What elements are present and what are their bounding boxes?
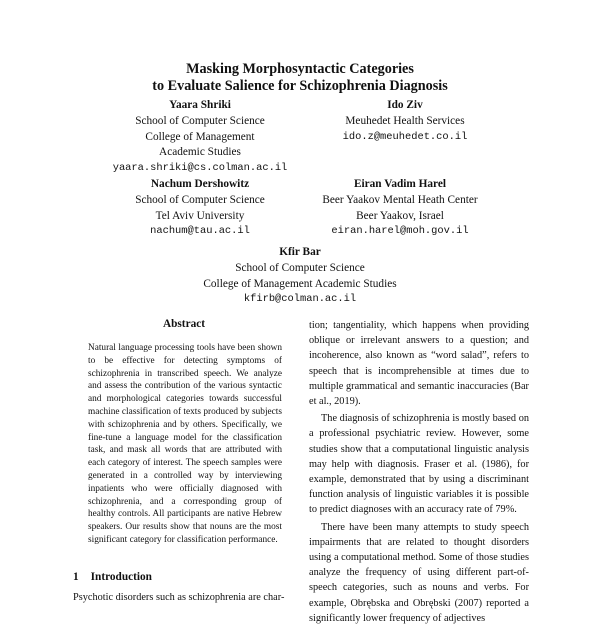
author-affiliation: School of Computer Science xyxy=(135,114,265,127)
section-number: 1 xyxy=(73,571,79,583)
paragraph: The diagnosis of schizophrenia is mostly based on a professional psychiatric review. However, some studies show that a computational linguistic analysis may help with diagnosis. Fraser et al. (1986), for example, demonstrated that by using a discriminant function analysis of linguistic variables it is possible to predict diagnoses with an accuracy rate of 79%. xyxy=(309,413,529,516)
author-block-2 xyxy=(310,98,500,145)
author-affiliation: Tel Aviv University xyxy=(155,209,245,222)
author-affiliation: School of Computer Science xyxy=(135,193,265,206)
author-name: Eiran Vadim Harel xyxy=(353,178,447,190)
author-name: Nachum Dershowitz xyxy=(150,178,250,190)
author-affiliation: Beer Yaakov, Israel xyxy=(356,209,444,222)
author-block-4 xyxy=(300,177,500,240)
author-affiliation: Beer Yaakov Mental Heath Center xyxy=(322,193,478,206)
introduction-first-line: Psychotic disorders such as schizophrenia are char- xyxy=(73,592,285,603)
author-name: Yaara Shriki xyxy=(169,99,231,111)
paper-title xyxy=(0,61,600,95)
author-block-5 xyxy=(150,245,450,308)
abstract-heading: Abstract xyxy=(162,318,206,330)
author-block-3 xyxy=(100,177,300,240)
author-affiliation: College of Management Academic Studies xyxy=(203,277,397,290)
title-line-2: to Evaluate Salience for Schizophrenia Diagnosis xyxy=(152,78,448,94)
title-line-1: Masking Morphosyntactic Categories xyxy=(186,61,414,77)
author-email[interactable]: ido.z@meuhedet.co.il xyxy=(342,130,468,143)
paragraph: There have been many attempts to study speech impairments that are related to thought disorders using a computational method. Some of those studies analyze the frequency of using different part-of-speech categories, such as nouns and verbs. For example, Obrębska and Obrębski (2007) reported a significantly lower frequency of adjectives xyxy=(309,521,529,624)
author-name: Kfir Bar xyxy=(279,246,321,258)
author-email[interactable]: kfirb@colman.ac.il xyxy=(243,293,357,306)
author-block-1 xyxy=(95,98,305,177)
author-email[interactable]: eiran.harel@moh.gov.il xyxy=(331,225,469,238)
right-column-text xyxy=(309,318,529,628)
author-affiliation: School of Computer Science xyxy=(235,261,365,274)
paragraph: tion; tangentiality, which happens when providing oblique or irrelevant answers to a question; and incoherence, also known as “word salad”, refers to speech that is incomprehensible at times due to multiple grammatical and semantic inaccuracies (Bar et al., 2019). xyxy=(309,320,529,408)
section-title: Introduction xyxy=(90,571,152,583)
author-affiliation: College of Management xyxy=(145,130,255,143)
author-name: Ido Ziv xyxy=(387,99,423,111)
author-email[interactable]: yaara.shriki@cs.colman.ac.il xyxy=(112,162,288,175)
author-email[interactable]: nachum@tau.ac.il xyxy=(150,225,250,238)
author-affiliation: Academic Studies xyxy=(159,146,241,159)
author-affiliation: Meuhedet Health Services xyxy=(345,114,465,127)
abstract-text: Natural language processing tools have been shown to be effective for detecting symptoms of schizophrenia in transcribed speech. We analyze and assess the contribution of the various syntactic and morphological categories towards successful machine classification of texts produced by subjects with schizophrenia and by others. Specifically, we fine-tune a language model for the classification task, and mask all words that are attributed with each category of interest. The speech samples were generated in a controlled way by interviewing inpatients who were officially diagnosed with schizophrenia, and a corresponding group of healthy controls. All participants are native Hebrew speakers. Our results show that nouns are the most significant category for classification performance. xyxy=(88,343,282,545)
section-heading-introduction xyxy=(73,571,152,583)
